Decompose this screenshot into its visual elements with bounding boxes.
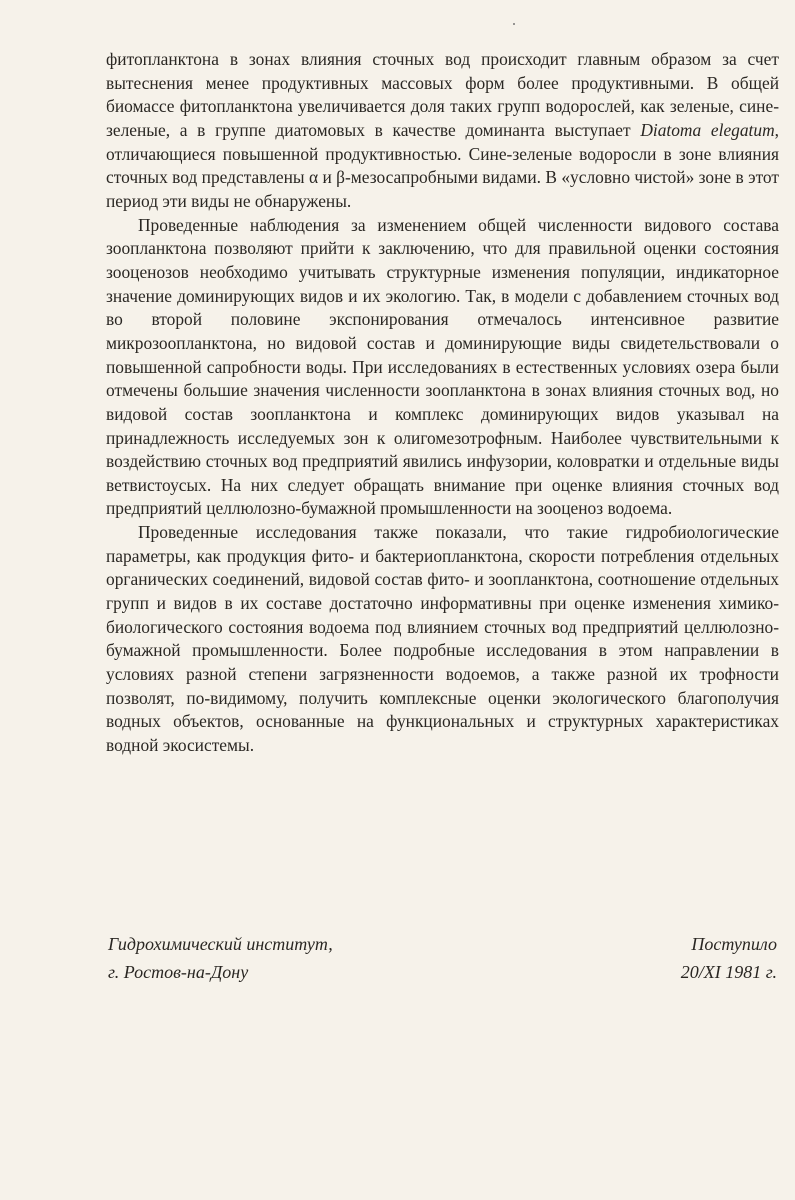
paragraph-3: Проведенные исследования также показали, что такие гидробиологические параметры, как продукция фито- и бактериопланктона, скорости потребления отдельных органических соединений, видовой состав фито- и зоопланктона, соотношение отдельных групп и видов в их составе достаточно информативны при оценке изменения химико-биологического состояния водоема под влиянием сточных вод предприятий целлюлозно-бумажной промышленности. Более подробные исследования в этом направлении в условиях разной степени загрязненности водоемов, а также разной их трофности позволят, по-видимому, получить комплексные оценки экологического благополучия водных объектов, основанные на функциональных и структурных характеристиках водной экосистемы.: [106, 522, 779, 756]
species-name: Diatoma elegatum: [640, 119, 775, 140]
print-speck: [513, 23, 515, 25]
received-label: Поступило: [691, 934, 777, 954]
article-body: [106, 48, 779, 758]
institution-name: Гидрохимический институт,: [108, 934, 333, 954]
received-block: [681, 930, 777, 986]
paragraph-2: Проведенные наблюдения за изменением общей численности видового состава зоопланктона позволяют прийти к заключению, что для правильной оценки состояния зооценозов необходимо учитывать структурные изменения популяции, индикаторное значение доминирующих видов и их экологию. Так, в модели с добавлением сточных вод во второй половине экспонирования отмечалось интенсивное развитие микрозоопланктона, но видовой состав и доминирующие виды свидетельствовали о повышенной сапробности воды. При исследованиях в естественных условиях озера были отмечены большие значения численности зоопланктона в зонах влияния сточных вод, но видовой состав зоопланктона и комплекс доминирующих видов указывал на принадлежность исследуемых зон к олигомезотрофным. Наиболее чувствительными к воздействию сточных вод предприятий явились инфузории, коловратки и отдельные виды ветвистоусых. На них следует обращать внимание при оценке влияния сточных вод предприятий целлюлозно-бумажной промышленности на зооценоз водоема.: [106, 214, 779, 519]
paragraph-1: фитопланктона в зонах влияния сточных вод происходит главным образом за счет вытеснения менее продуктивных массовых форм более продуктивными. В общей биомассе фитопланктона увеличивается доля таких групп водорослей, как зеленые, сине-зеленые, а в группе диатомовых в качестве доминанта выступает Diatoma elegatum, отличающиеся повышенной продуктивностью. Сине-зеленые водоросли в зоне влияния сточных вод представлены α и β-мезосапробными видами. В «условно чистой» зоне в этот период эти виды не обнаружены.: [106, 49, 779, 211]
institution-city: г. Ростов-на-Дону: [108, 962, 249, 982]
affiliation-block: [108, 930, 333, 986]
received-date: 20/XI 1981 г.: [680, 962, 777, 982]
